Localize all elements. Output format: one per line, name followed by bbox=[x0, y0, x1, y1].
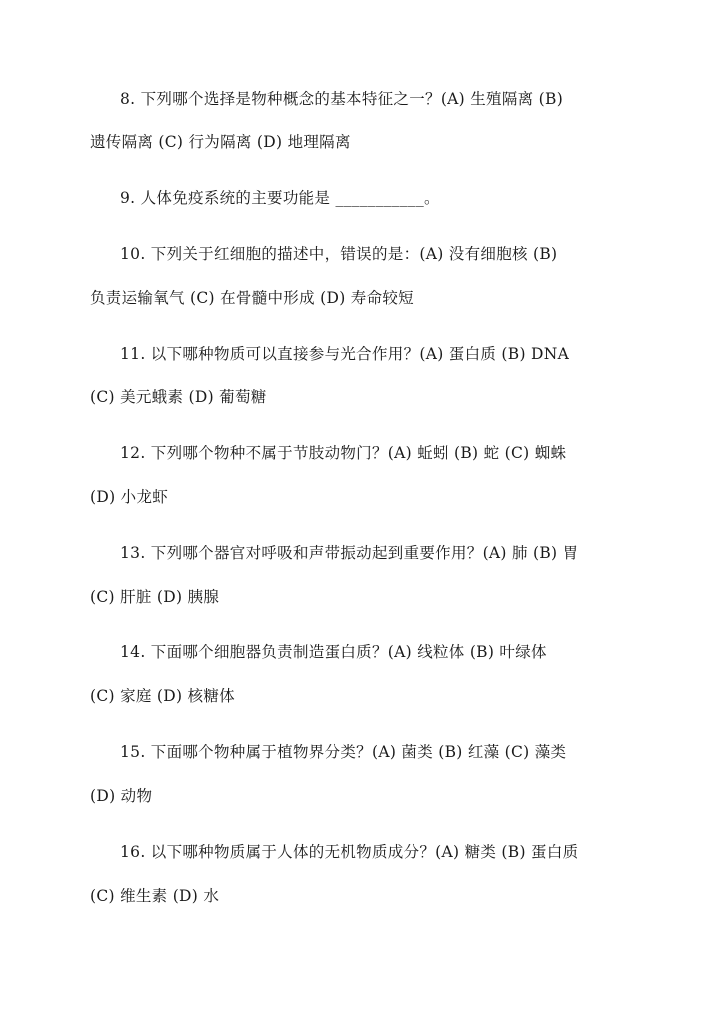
question-10-line-2: 负责运输氧气 (C) 在骨髓中形成 (D) 寿命较短 bbox=[90, 289, 414, 307]
question-14-line-1: 14. 下面哪个细胞器负责制造蛋白质？(A) 线粒体 (B) 叶绿体 bbox=[120, 643, 547, 661]
question-8-line-2: 遗传隔离 (C) 行为隔离 (D) 地理隔离 bbox=[90, 133, 351, 151]
question-11-line-2: (C) 美元蛾素 (D) 葡萄糖 bbox=[90, 388, 267, 406]
question-15-line-2: (D) 动物 bbox=[90, 787, 153, 805]
question-11-line-1: 11. 以下哪种物质可以直接参与光合作用？(A) 蛋白质 (B) DNA bbox=[120, 345, 570, 363]
question-14-line-2: (C) 家庭 (D) 核糖体 bbox=[90, 687, 235, 705]
question-16-line-1: 16. 以下哪种物质属于人体的无机物质成分？(A) 糖类 (B) 蛋白质 bbox=[120, 843, 579, 861]
question-16-line-2: (C) 维生素 (D) 水 bbox=[90, 887, 220, 905]
question-13-line-1: 13. 下列哪个器官对呼吸和声带振动起到重要作用？(A) 肺 (B) 胃 bbox=[120, 544, 579, 562]
question-15-line-1: 15. 下面哪个物种属于植物界分类？(A) 菌类 (B) 红藻 (C) 藻类 bbox=[120, 743, 567, 761]
question-9-line-1: 9. 人体免疫系统的主要功能是 ___________。 bbox=[120, 189, 440, 207]
question-12-line-1: 12. 下列哪个物种不属于节肢动物门？(A) 蚯蚓 (B) 蛇 (C) 蜘蛛 bbox=[120, 444, 567, 462]
question-12-line-2: (D) 小龙虾 bbox=[90, 488, 169, 506]
question-8-line-1: 8. 下列哪个选择是物种概念的基本特征之一？(A) 生殖隔离 (B) bbox=[120, 90, 564, 108]
question-10-line-1: 10. 下列关于红细胞的描述中，错误的是：(A) 没有细胞核 (B) bbox=[120, 245, 558, 263]
question-13-line-2: (C) 肝脏 (D) 胰腺 bbox=[90, 588, 220, 606]
